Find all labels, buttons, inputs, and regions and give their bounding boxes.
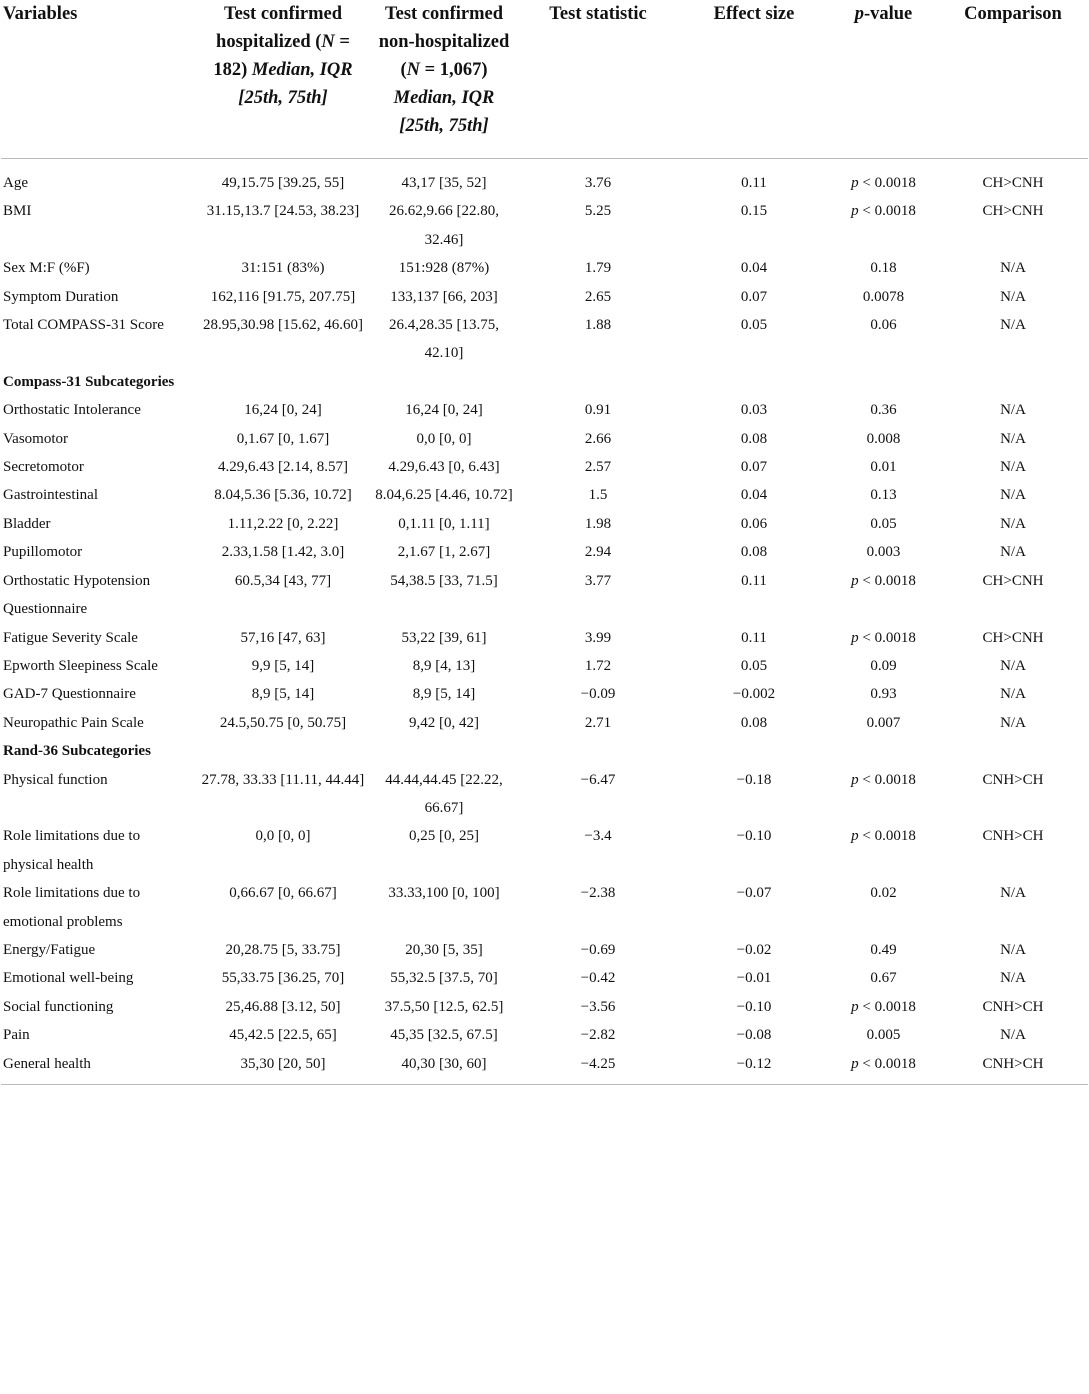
p-value-cell: 0.06: [870, 317, 897, 334]
table-header: [1, 0, 1088, 159]
variable-cell: Role limitations due to emotional problems: [3, 885, 141, 930]
effect-size-cell: 0.08: [740, 714, 768, 731]
comparison-cell: N/A: [1000, 686, 1026, 703]
table-row: [1, 1021, 1088, 1049]
hospitalized-cell: 0,0 [0, 0]: [255, 828, 311, 845]
effect-size-cell: 0.11: [741, 629, 767, 646]
p-value-cell: 0.05: [870, 515, 897, 532]
p-value-cell: 0.0078: [862, 288, 905, 305]
effect-size-cell: −0.10: [736, 998, 772, 1015]
header-non-hospitalized: Test confirmed non-hospitalized (N = 1,067) Median, IQR [25th, 75th]: [371, 0, 517, 159]
comparison-cell: N/A: [1000, 657, 1026, 674]
effect-size-cell: −0.002: [732, 686, 776, 703]
table-row: [1, 766, 1088, 823]
variable-cell: Symptom Duration: [3, 288, 119, 305]
test-statistic-cell: −0.69: [580, 941, 616, 958]
hospitalized-cell: 28.95,30.98 [15.62, 46.60]: [203, 317, 363, 334]
p-value-cell: p < 0.0018: [851, 771, 916, 788]
non-hospitalized-cell: 151:928 (87%): [398, 260, 490, 277]
table-row: [1, 879, 1088, 936]
non-hospitalized-cell: 33.33,100 [0, 100]: [388, 885, 500, 902]
hospitalized-cell: 8,9 [5, 14]: [251, 686, 315, 703]
test-statistic-cell: 2.94: [584, 544, 612, 561]
table-row: [1, 680, 1088, 708]
test-statistic-cell: 5.25: [584, 203, 612, 220]
p-value-cell: p < 0.0018: [851, 572, 916, 589]
comparison-cell: CNH>CH: [982, 828, 1044, 845]
variable-cell: Vasomotor: [3, 430, 68, 447]
hospitalized-cell: 60.5,34 [43, 77]: [234, 572, 332, 589]
non-hospitalized-cell: 4.29,6.43 [0, 6.43]: [388, 459, 500, 476]
hospitalized-cell: 9,9 [5, 14]: [251, 657, 315, 674]
p-value-cell: 0.67: [870, 970, 897, 987]
non-hospitalized-cell: 26.62,9.66 [22.80, 32.46]: [389, 203, 499, 248]
non-hospitalized-cell: 53,22 [39, 61]: [401, 629, 487, 646]
hospitalized-cell: 49,15.75 [39.25, 55]: [221, 175, 345, 191]
p-value-cell: 0.02: [870, 885, 897, 902]
test-statistic-cell: 3.99: [584, 629, 612, 646]
test-statistic-cell: −3.4: [584, 828, 612, 845]
table-row: [1, 822, 1088, 879]
comparison-cell: N/A: [1000, 714, 1026, 731]
non-hospitalized-cell: 8.04,6.25 [4.46, 10.72]: [375, 487, 513, 504]
table-row: [1, 964, 1088, 992]
variable-cell: Pupillomotor: [3, 544, 83, 561]
p-value-cell: 0.36: [870, 402, 897, 419]
effect-size-cell: 0.03: [740, 402, 768, 419]
variable-cell: Gastrointestinal: [3, 487, 98, 504]
test-statistic-cell: 1.5: [588, 487, 608, 504]
comparison-cell: N/A: [1000, 885, 1026, 902]
comparison-cell: CH>CNH: [982, 629, 1044, 646]
non-hospitalized-cell: 0,0 [0, 0]: [416, 430, 472, 447]
test-statistic-cell: 3.76: [584, 175, 612, 191]
hospitalized-cell: 45,42.5 [22.5, 65]: [229, 1027, 337, 1044]
variable-cell: Fatigue Severity Scale: [3, 629, 138, 646]
comparison-cell: N/A: [1000, 288, 1026, 305]
effect-size-cell: 0.08: [740, 544, 768, 561]
variable-cell: GAD-7 Questionnaire: [3, 686, 136, 703]
non-hospitalized-cell: 133,137 [66, 203]: [390, 288, 498, 305]
table-row: [1, 481, 1088, 509]
comparison-cell: N/A: [1000, 317, 1026, 334]
variable-cell: Secretomotor: [3, 459, 84, 476]
hospitalized-cell: 0,1.67 [0, 1.67]: [236, 430, 330, 447]
non-hospitalized-cell: 0,25 [0, 25]: [409, 828, 479, 845]
variable-cell: Pain: [3, 1027, 30, 1044]
p-value-cell: p < 0.0018: [829, 1050, 938, 1085]
variable-cell: Role limitations due to physical health: [3, 828, 141, 873]
non-hospitalized-cell: 43,17 [35, 52]: [401, 175, 487, 191]
variable-cell: Energy/Fatigue: [3, 941, 96, 958]
effect-size-cell: 0.04: [740, 260, 768, 277]
p-value-cell: 0.003: [866, 544, 901, 561]
test-statistic-cell: 1.79: [584, 260, 612, 277]
effect-size-cell: −0.02: [736, 941, 772, 958]
test-statistic-cell: −0.42: [580, 970, 616, 987]
comparison-cell: N/A: [1000, 260, 1026, 277]
comparison-cell: N/A: [1000, 487, 1026, 504]
table-row: [1, 936, 1088, 964]
test-statistic-cell: 2.71: [584, 714, 612, 731]
effect-size-cell: −0.10: [736, 828, 772, 845]
hospitalized-cell: 35,30 [20, 50]: [195, 1050, 371, 1085]
test-statistic-cell: 1.88: [584, 317, 612, 334]
hospitalized-cell: 1.11,2.22 [0, 2.22]: [227, 515, 339, 532]
p-value-cell: 0.007: [866, 714, 901, 731]
comparison-cell: N/A: [1000, 430, 1026, 447]
test-statistic-cell: −6.47: [580, 771, 616, 788]
effect-size-cell: 0.04: [740, 487, 768, 504]
table-row: [1, 624, 1088, 652]
variable-cell: General health: [1, 1050, 195, 1085]
p-value-cell: 0.18: [870, 260, 897, 277]
non-hospitalized-cell: 8,9 [4, 13]: [412, 657, 476, 674]
effect-size-cell: 0.11: [741, 175, 767, 191]
hospitalized-cell: 20,28.75 [5, 33.75]: [225, 941, 341, 958]
table-row: [1, 510, 1088, 538]
variable-cell: Social functioning: [3, 998, 114, 1015]
comparison-cell: CH>CNH: [982, 572, 1044, 589]
hospitalized-cell: 8.04,5.36 [5.36, 10.72]: [214, 487, 352, 504]
effect-size-cell: 0.05: [740, 657, 768, 674]
non-hospitalized-cell: 8,9 [5, 14]: [412, 686, 476, 703]
p-value-cell: p < 0.0018: [851, 828, 916, 845]
section-heading: Rand-36 Subcategories: [3, 743, 151, 760]
non-hospitalized-cell: 45,35 [32.5, 67.5]: [390, 1027, 498, 1044]
non-hospitalized-cell: 44.44,44.45 [22.22, 66.67]: [385, 771, 503, 816]
p-value-cell: 0.008: [866, 430, 901, 447]
effect-size-cell: 0.08: [740, 430, 768, 447]
table-row: [1, 283, 1088, 311]
table-row: [1, 993, 1088, 1021]
results-table: [1, 0, 1088, 1085]
variable-cell: BMI: [3, 203, 32, 220]
comparison-cell: CNH>CH: [982, 771, 1044, 788]
variable-cell: Epworth Sleepiness Scale: [3, 657, 158, 674]
comparison-cell: CH>CNH: [982, 203, 1044, 220]
variable-cell: Physical function: [3, 771, 108, 788]
p-value-cell: p < 0.0018: [851, 998, 916, 1015]
hospitalized-cell: 57,16 [47, 63]: [240, 629, 326, 646]
effect-size-cell: −0.18: [736, 771, 772, 788]
comparison-cell: CNH>CH: [938, 1050, 1088, 1085]
table-row: [1, 197, 1088, 254]
effect-size-cell: 0.05: [740, 317, 768, 334]
section-row: [1, 368, 1088, 396]
header-hospitalized: Test confirmed hospitalized (N = 182) Median, IQR [25th, 75th]: [195, 0, 371, 159]
table-row: [1, 453, 1088, 481]
table-row: [1, 709, 1088, 737]
table-row: [1, 1050, 1088, 1085]
non-hospitalized-cell: 0,1.11 [0, 1.11]: [398, 515, 490, 532]
test-statistic-cell: −3.56: [580, 998, 616, 1015]
header-effect-size: Effect size: [679, 0, 829, 159]
variable-cell: Emotional well-being: [3, 970, 134, 987]
hospitalized-cell: 24.5,50.75 [0, 50.75]: [219, 714, 347, 731]
test-statistic-cell: 0.91: [584, 402, 612, 419]
effect-size-cell: 0.07: [740, 288, 768, 305]
comparison-cell: N/A: [1000, 402, 1026, 419]
test-statistic-cell: 1.72: [584, 657, 612, 674]
non-hospitalized-cell: 26.4,28.35 [13.75, 42.10]: [389, 317, 499, 362]
variable-cell: Total COMPASS-31 Score: [3, 317, 164, 334]
variable-cell: Orthostatic Hypotension Questionnaire: [3, 572, 151, 618]
comparison-cell: N/A: [1000, 515, 1026, 532]
test-statistic-cell: 3.77: [584, 572, 612, 589]
section-heading: Compass-31 Subcategories: [3, 373, 175, 390]
non-hospitalized-cell: 20,30 [5, 35]: [405, 941, 483, 958]
section-row: [1, 737, 1088, 765]
comparison-cell: CNH>CH: [982, 998, 1044, 1015]
hospitalized-cell: 162,116 [91.75, 207.75]: [210, 288, 356, 305]
effect-size-cell: −0.01: [736, 970, 772, 987]
comparison-cell: N/A: [1000, 941, 1026, 958]
hospitalized-cell: 27.78, 33.33 [11.11, 44.44]: [201, 771, 365, 788]
table-row: [1, 652, 1088, 680]
table-row: [1, 538, 1088, 566]
test-statistic-cell: −2.38: [580, 885, 616, 902]
effect-size-cell: 0.15: [740, 203, 768, 220]
non-hospitalized-cell: 16,24 [0, 24]: [405, 402, 483, 419]
variable-cell: Sex M:F (%F): [3, 260, 90, 277]
hospitalized-cell: 0,66.67 [0, 66.67]: [229, 885, 337, 902]
header-variables: Variables: [1, 0, 195, 159]
hospitalized-cell: 4.29,6.43 [2.14, 8.57]: [218, 459, 348, 476]
hospitalized-cell: 25,46.88 [3.12, 50]: [225, 998, 341, 1015]
test-statistic-cell: 2.65: [584, 288, 612, 305]
table-row: [1, 254, 1088, 282]
non-hospitalized-cell: 2,1.67 [1, 2.67]: [397, 544, 491, 561]
p-value-cell: 0.005: [866, 1027, 901, 1044]
non-hospitalized-cell: 37.5,50 [12.5, 62.5]: [384, 998, 504, 1015]
hospitalized-cell: 31.15,13.7 [24.53, 38.23]: [206, 203, 360, 220]
effect-size-cell: 0.11: [741, 572, 767, 589]
table-row: [1, 396, 1088, 424]
p-value-cell: p < 0.0018: [851, 175, 916, 191]
variable-cell: Age: [3, 175, 28, 191]
comparison-cell: N/A: [1000, 544, 1026, 561]
effect-size-cell: 0.07: [740, 459, 768, 476]
non-hospitalized-cell: 9,42 [0, 42]: [409, 714, 479, 731]
non-hospitalized-cell: 55,32.5 [37.5, 70]: [390, 970, 498, 987]
non-hospitalized-cell: 40,30 [30, 60]: [371, 1050, 517, 1085]
hospitalized-cell: 2.33,1.58 [1.42, 3.0]: [221, 544, 345, 561]
variable-cell: Bladder: [3, 515, 51, 532]
effect-size-cell: −0.08: [736, 1027, 772, 1044]
hospitalized-cell: 55,33.75 [36.25, 70]: [221, 970, 345, 987]
effect-size-cell: 0.06: [740, 515, 768, 532]
hospitalized-cell: 16,24 [0, 24]: [244, 402, 322, 419]
table-body: [1, 159, 1088, 1085]
p-value-cell: p < 0.0018: [851, 629, 916, 646]
p-value-cell: 0.13: [870, 487, 897, 504]
p-value-cell: 0.01: [870, 459, 897, 476]
header-comparison: Comparison: [938, 0, 1088, 159]
table-row: [1, 425, 1088, 453]
test-statistic-cell: 1.98: [584, 515, 612, 532]
test-statistic-cell: 2.66: [584, 430, 612, 447]
comparison-cell: N/A: [1000, 970, 1026, 987]
test-statistic-cell: −4.25: [517, 1050, 679, 1085]
test-statistic-cell: 2.57: [584, 459, 612, 476]
p-value-cell: 0.93: [870, 686, 897, 703]
p-value-cell: p < 0.0018: [851, 203, 916, 220]
header-test-statistic: Test statistic: [517, 0, 679, 159]
test-statistic-cell: −0.09: [580, 686, 616, 703]
effect-size-cell: −0.12: [679, 1050, 829, 1085]
p-value-cell: 0.49: [870, 941, 897, 958]
comparison-cell: N/A: [1000, 459, 1026, 476]
non-hospitalized-cell: 54,38.5 [33, 71.5]: [390, 572, 498, 589]
variable-cell: Orthostatic Intolerance: [3, 402, 141, 419]
effect-size-cell: −0.07: [736, 885, 772, 902]
p-value-cell: 0.09: [870, 657, 897, 674]
header-p-value: p-value: [829, 0, 938, 159]
comparison-cell: N/A: [1000, 1027, 1026, 1044]
hospitalized-cell: 31:151 (83%): [241, 260, 325, 277]
table-row: [1, 567, 1088, 624]
comparison-cell: CH>CNH: [982, 175, 1044, 191]
test-statistic-cell: −2.82: [580, 1027, 616, 1044]
table-row: [1, 311, 1088, 368]
variable-cell: Neuropathic Pain Scale: [3, 714, 144, 731]
table-row: [1, 159, 1088, 198]
